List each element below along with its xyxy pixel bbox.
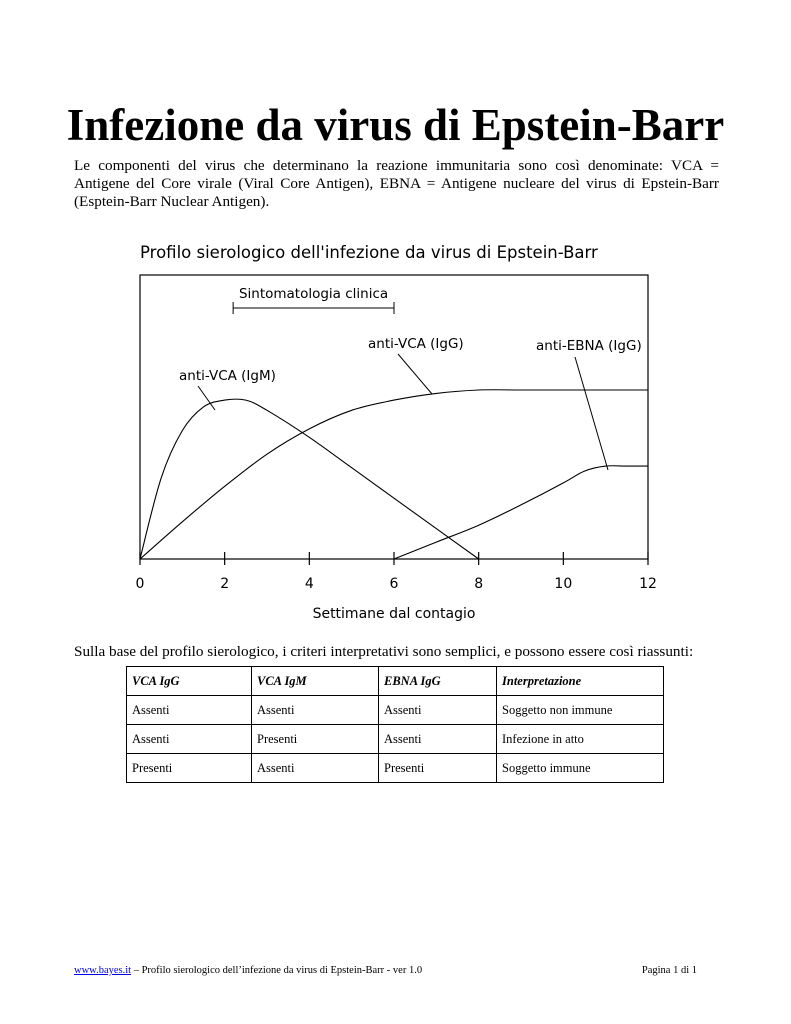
serology-chart [120, 230, 676, 625]
x-tick-label: 4 [304, 576, 314, 592]
table-cell: Soggetto immune [497, 754, 664, 783]
table-row [127, 725, 664, 754]
table-cell: Infezione in atto [497, 725, 664, 754]
plot-frame [140, 275, 648, 559]
annotation-label: Sintomatologia clinica [238, 286, 389, 302]
x-axis-label: Settimane dal contagio [312, 606, 476, 622]
series-line-2 [394, 466, 648, 559]
header-ebna-igg: EBNA IgG [379, 667, 497, 696]
chart-svg [120, 230, 676, 625]
x-tick-label: 8 [474, 576, 484, 592]
table-cell: Soggetto non immune [497, 696, 664, 725]
interpretation-table [126, 666, 664, 783]
series-line-1 [140, 390, 648, 559]
series-label-2: anti-EBNA (IgG) [536, 338, 642, 354]
x-tick-label: 6 [389, 576, 399, 592]
x-tick-label: 0 [135, 576, 145, 592]
table-cell: Assenti [379, 725, 497, 754]
table-cell: Assenti [127, 696, 252, 725]
table-cell: Presenti [127, 754, 252, 783]
header-vca-igm: VCA IgM [252, 667, 379, 696]
table-row [127, 696, 664, 725]
series-leader-0 [198, 386, 215, 410]
page-footer [74, 965, 697, 977]
page-number: Pagina 1 di 1 [641, 965, 697, 976]
x-tick-label: 12 [639, 576, 657, 592]
table-cell: Assenti [127, 725, 252, 754]
header-interpretazione: Interpretazione [497, 667, 664, 696]
series-leader-1 [398, 354, 432, 394]
chart-title: Profilo sierologico dell'infezione da virus di Epstein-Barr [140, 243, 598, 262]
page-title: Infezione da virus di Epstein-Barr [66, 100, 725, 150]
series-label-0: anti-VCA (IgM) [179, 368, 276, 384]
table-header-row [127, 667, 664, 696]
series-line-0 [140, 399, 479, 559]
table-cell: Presenti [252, 725, 379, 754]
table-row [127, 754, 664, 783]
series-leader-2 [575, 357, 608, 470]
header-vca-igg: VCA IgG [127, 667, 252, 696]
table-cell: Assenti [252, 754, 379, 783]
criteria-paragraph: Sulla base del profilo sierologico, i criteri interpretativi sono semplici, e possono essere così riassunti: [74, 643, 694, 660]
x-tick-label: 2 [220, 576, 230, 592]
footer-link[interactable]: www.bayes.it [74, 965, 132, 976]
footer-text: – Profilo sierologico dell’infezione da virus di Epstein-Barr - ver 1.0 [131, 965, 423, 976]
table-cell: Assenti [252, 696, 379, 725]
intro-paragraph: Le componenti del virus che determinano la reazione immunitaria sono così denominate: VCA = Antigene del Core virale (Viral Core Antigen), EBNA = Antigene nucleare del virus di Epstein-Barr (Esptein-Barr Nuclear Antigen). [74, 157, 719, 210]
table-cell: Assenti [379, 696, 497, 725]
x-tick-label: 10 [554, 576, 573, 592]
series-label-1: anti-VCA (IgG) [368, 336, 464, 352]
table-cell: Presenti [379, 754, 497, 783]
